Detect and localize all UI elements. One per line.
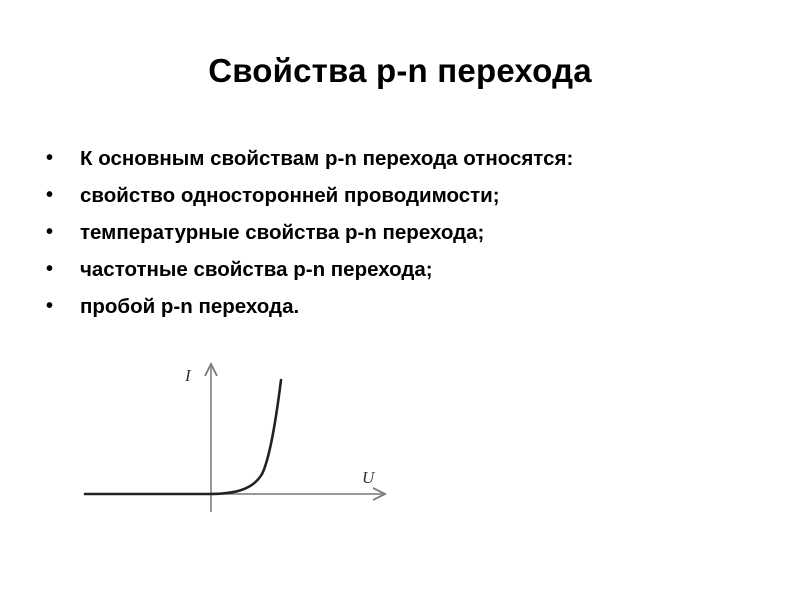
bullet-dot-icon: • bbox=[46, 147, 54, 169]
bullet-dot-icon: • bbox=[46, 184, 54, 206]
y-axis-label: I bbox=[185, 366, 191, 385]
iv-curve bbox=[85, 380, 281, 494]
bullet-text: температурные свойства p-n перехода; bbox=[80, 221, 485, 244]
bullet-dot-icon: • bbox=[46, 221, 54, 243]
bullet-text: К основным свойствам p-n перехода относятся: bbox=[80, 147, 574, 170]
bullet-text: пробой p-n перехода. bbox=[80, 295, 300, 318]
bullet-text: частотные свойства p-n перехода; bbox=[80, 258, 433, 281]
x-axis-label: U bbox=[362, 468, 375, 487]
bullet-text: свойство односторонней проводимости; bbox=[80, 184, 500, 207]
bullet-dot-icon: • bbox=[46, 258, 54, 280]
slide-title: Свойства p-n перехода bbox=[208, 52, 592, 89]
bullet-dot-icon: • bbox=[46, 295, 54, 317]
